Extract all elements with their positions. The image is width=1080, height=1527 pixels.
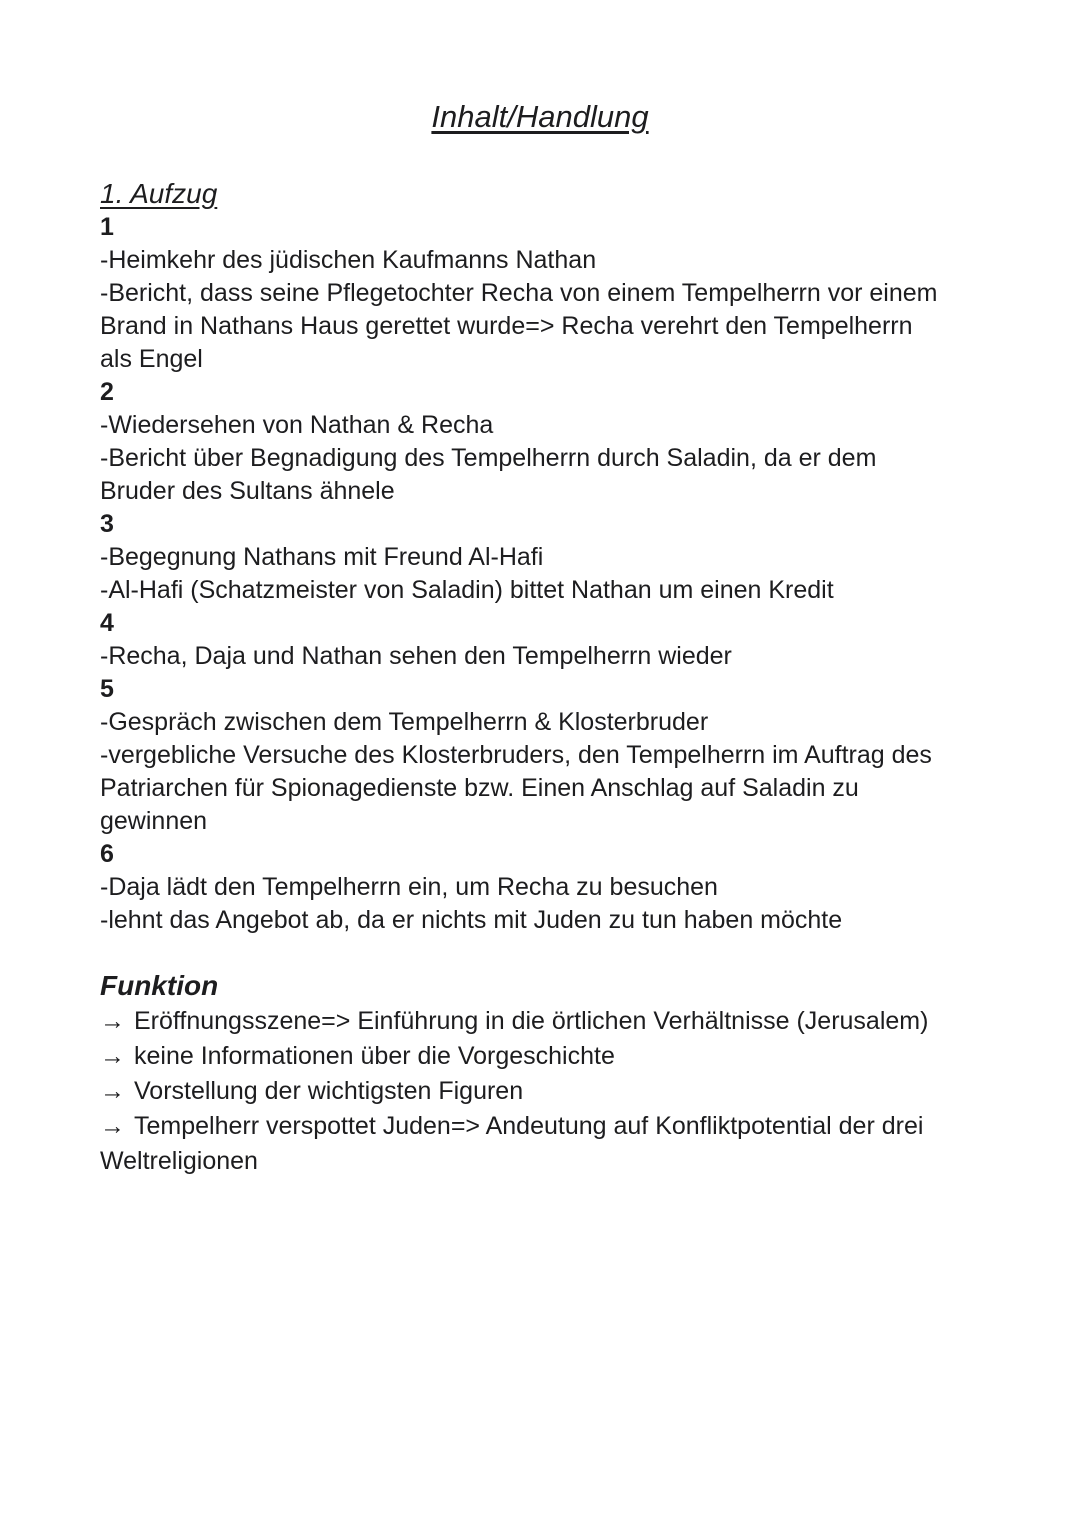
scene-number: 4 [100, 609, 114, 637]
scene-text-line: -lehnt das Angebot ab, da er nichts mit Juden zu tun haben möchte [100, 906, 843, 934]
scene-text-line: -Gespräch zwischen dem Tempelherrn & Klosterbruder [100, 708, 709, 736]
scene-text-line: Bruder des Sultans ähnele [100, 477, 395, 505]
scene-text-line: als Engel [100, 345, 203, 373]
scene-text-line: -Begegnung Nathans mit Freund Al-Hafi [100, 543, 544, 571]
scene-number: 1 [100, 213, 114, 241]
scene-list [100, 211, 1010, 937]
scene-number: 6 [100, 840, 114, 868]
scene-text-line: -Recha, Daja und Nathan sehen den Tempelherrn wieder [100, 642, 732, 670]
funktion-line-text: Tempelherr verspottet Juden=> Andeutung auf Konfliktpotential der drei [134, 1112, 924, 1140]
funktion-line [100, 1144, 1010, 1179]
scene-text-line: -Heimkehr des jüdischen Kaufmanns Nathan [100, 246, 597, 274]
scene-text-line: -Daja lädt den Tempelherrn ein, um Recha zu besuchen [100, 873, 718, 901]
funktion-line-text: keine Informationen über die Vorgeschichte [134, 1042, 615, 1070]
arrow-bullet-icon: → [100, 1007, 125, 1035]
funktion-line [100, 1109, 1010, 1144]
scene-number: 5 [100, 675, 114, 703]
funktion-line-text: Eröffnungsszene=> Einführung in die örtlichen Verhältnisse (Jerusalem) [134, 1007, 929, 1035]
scene-text-line: Brand in Nathans Haus gerettet wurde=> Recha verehrt den Tempelherrn [100, 312, 913, 340]
scene-text-line: -Wiedersehen von Nathan & Recha [100, 411, 494, 439]
scene-text-line: -Al-Hafi (Schatzmeister von Saladin) bittet Nathan um einen Kredit [100, 576, 834, 604]
arrow-bullet-icon: → [100, 1077, 125, 1105]
funktion-line-text: Vorstellung der wichtigsten Figuren [134, 1077, 524, 1105]
funktion-line [100, 1074, 1010, 1109]
funktion-heading: Funktion [100, 970, 219, 1001]
funktion-line-text: Weltreligionen [100, 1147, 258, 1175]
scene-number: 2 [100, 378, 114, 406]
funktion-line [100, 1004, 1010, 1039]
act-heading: 1. Aufzug [100, 178, 218, 209]
scene-text-line: gewinnen [100, 807, 208, 835]
funktion-list [100, 1004, 1010, 1179]
page-title: Inhalt/Handlung [431, 99, 649, 134]
funktion-line [100, 1039, 1010, 1074]
funktion-section [100, 967, 1010, 1179]
scene-number: 3 [100, 510, 114, 538]
arrow-bullet-icon: → [100, 1112, 125, 1140]
notes-body [100, 177, 1010, 1179]
scene-text-line: -vergebliche Versuche des Klosterbruders, den Tempelherrn im Auftrag des [100, 741, 932, 769]
scene-text-line: -Bericht über Begnadigung des Tempelherrn durch Saladin, da er dem [100, 444, 877, 472]
scene-text-line: Patriarchen für Spionagedienste bzw. Einen Anschlag auf Saladin zu [100, 774, 859, 802]
arrow-bullet-icon: → [100, 1042, 125, 1070]
scene-text-line: -Bericht, dass seine Pflegetochter Recha von einem Tempelherrn vor einem [100, 279, 938, 307]
